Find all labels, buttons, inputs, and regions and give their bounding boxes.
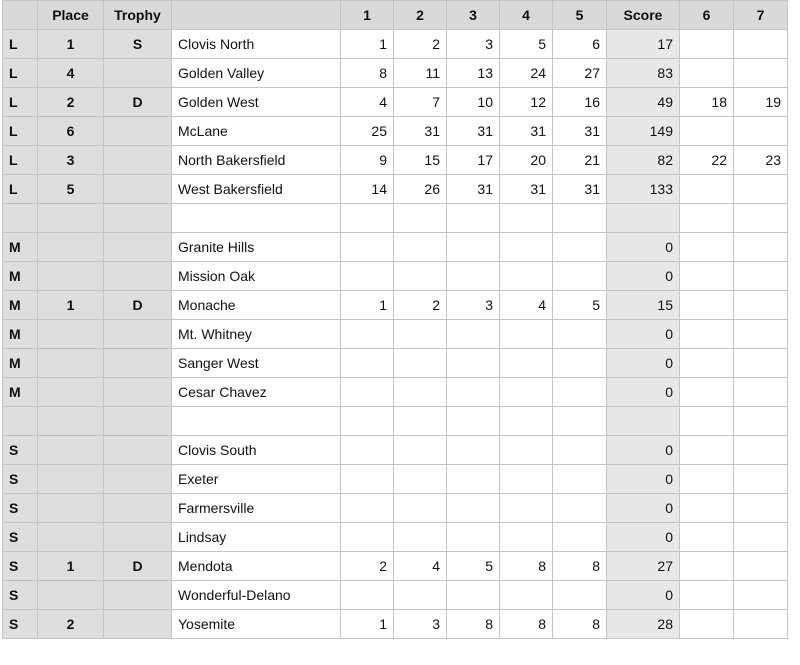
school-cell[interactable]: Mendota <box>172 552 341 581</box>
school-cell[interactable]: Monache <box>172 291 341 320</box>
race-7-cell[interactable] <box>734 117 788 146</box>
table-row <box>3 523 788 552</box>
race-7-cell[interactable] <box>734 175 788 204</box>
race-2-cell[interactable] <box>394 262 447 291</box>
table-row <box>3 610 788 639</box>
division-cell[interactable]: L <box>3 146 38 175</box>
place-cell[interactable] <box>38 407 104 436</box>
header-race-1[interactable]: 1 <box>341 1 394 30</box>
race-3-cell[interactable]: 3 <box>447 30 500 59</box>
trophy-cell[interactable] <box>104 146 172 175</box>
race-3-cell[interactable] <box>447 204 500 233</box>
score-cell[interactable]: 49 <box>607 88 680 117</box>
race-7-cell[interactable] <box>734 204 788 233</box>
score-cell[interactable]: 15 <box>607 291 680 320</box>
school-cell[interactable]: North Bakersfield <box>172 146 341 175</box>
race-3-cell[interactable]: 10 <box>447 88 500 117</box>
race-6-cell[interactable]: 18 <box>680 88 734 117</box>
place-cell[interactable]: 3 <box>38 146 104 175</box>
trophy-cell[interactable] <box>104 262 172 291</box>
score-cell[interactable]: 0 <box>607 233 680 262</box>
race-5-cell[interactable]: 8 <box>553 610 607 639</box>
race-4-cell[interactable]: 5 <box>500 30 553 59</box>
race-3-cell[interactable] <box>447 581 500 610</box>
race-1-cell[interactable]: 1 <box>341 610 394 639</box>
trophy-cell[interactable] <box>104 407 172 436</box>
division-cell[interactable]: M <box>3 378 38 407</box>
race-2-cell[interactable] <box>394 233 447 262</box>
header-place[interactable]: Place <box>38 1 104 30</box>
division-cell[interactable]: S <box>3 610 38 639</box>
race-3-cell[interactable] <box>447 233 500 262</box>
race-7-cell[interactable] <box>734 494 788 523</box>
race-1-cell[interactable]: 1 <box>341 291 394 320</box>
trophy-cell[interactable] <box>104 349 172 378</box>
header-school[interactable] <box>172 1 341 30</box>
score-cell[interactable]: 0 <box>607 262 680 291</box>
race-5-cell[interactable] <box>553 262 607 291</box>
place-cell[interactable] <box>38 233 104 262</box>
trophy-cell[interactable] <box>104 465 172 494</box>
place-cell[interactable] <box>38 320 104 349</box>
race-2-cell[interactable]: 2 <box>394 291 447 320</box>
place-cell[interactable]: 6 <box>38 117 104 146</box>
race-5-cell[interactable] <box>553 436 607 465</box>
school-cell[interactable]: Sanger West <box>172 349 341 378</box>
table-row <box>3 436 788 465</box>
race-4-cell[interactable]: 24 <box>500 59 553 88</box>
race-3-cell[interactable]: 13 <box>447 59 500 88</box>
trophy-cell[interactable] <box>104 204 172 233</box>
division-cell[interactable]: S <box>3 436 38 465</box>
race-6-cell[interactable] <box>680 59 734 88</box>
race-2-cell[interactable]: 3 <box>394 610 447 639</box>
race-5-cell[interactable]: 31 <box>553 175 607 204</box>
school-cell[interactable]: McLane <box>172 117 341 146</box>
table-row <box>3 581 788 610</box>
table-row <box>3 262 788 291</box>
race-5-cell[interactable]: 16 <box>553 88 607 117</box>
score-cell[interactable]: 0 <box>607 523 680 552</box>
place-cell[interactable]: 5 <box>38 175 104 204</box>
trophy-cell[interactable] <box>104 233 172 262</box>
race-3-cell[interactable]: 17 <box>447 146 500 175</box>
race-5-cell[interactable] <box>553 494 607 523</box>
race-2-cell[interactable] <box>394 407 447 436</box>
race-7-cell[interactable] <box>734 581 788 610</box>
race-1-cell[interactable]: 8 <box>341 59 394 88</box>
race-7-cell[interactable] <box>734 436 788 465</box>
score-cell[interactable]: 28 <box>607 610 680 639</box>
race-4-cell[interactable] <box>500 465 553 494</box>
division-cell[interactable]: L <box>3 59 38 88</box>
race-6-cell[interactable] <box>680 494 734 523</box>
trophy-cell[interactable] <box>104 378 172 407</box>
division-cell[interactable] <box>3 407 38 436</box>
race-6-cell[interactable] <box>680 378 734 407</box>
school-cell[interactable]: Farmersville <box>172 494 341 523</box>
race-4-cell[interactable] <box>500 349 553 378</box>
header-score[interactable]: Score <box>607 1 680 30</box>
race-1-cell[interactable] <box>341 204 394 233</box>
score-cell[interactable]: 0 <box>607 465 680 494</box>
race-1-cell[interactable]: 4 <box>341 88 394 117</box>
race-6-cell[interactable] <box>680 610 734 639</box>
header-race-2[interactable]: 2 <box>394 1 447 30</box>
race-7-cell[interactable] <box>734 233 788 262</box>
race-7-cell[interactable] <box>734 349 788 378</box>
race-4-cell[interactable]: 12 <box>500 88 553 117</box>
race-6-cell[interactable] <box>680 175 734 204</box>
header-race-3[interactable]: 3 <box>447 1 500 30</box>
race-5-cell[interactable]: 31 <box>553 117 607 146</box>
race-3-cell[interactable] <box>447 523 500 552</box>
place-cell[interactable] <box>38 494 104 523</box>
race-5-cell[interactable] <box>553 378 607 407</box>
school-cell[interactable] <box>172 407 341 436</box>
race-1-cell[interactable] <box>341 465 394 494</box>
race-5-cell[interactable] <box>553 523 607 552</box>
table-row <box>3 552 788 581</box>
race-5-cell[interactable] <box>553 204 607 233</box>
race-5-cell[interactable] <box>553 407 607 436</box>
race-4-cell[interactable]: 31 <box>500 117 553 146</box>
race-2-cell[interactable] <box>394 204 447 233</box>
header-race-7[interactable]: 7 <box>734 1 788 30</box>
race-1-cell[interactable] <box>341 407 394 436</box>
race-3-cell[interactable] <box>447 378 500 407</box>
race-4-cell[interactable]: 4 <box>500 291 553 320</box>
table-row <box>3 378 788 407</box>
place-cell[interactable]: 1 <box>38 291 104 320</box>
race-6-cell[interactable] <box>680 291 734 320</box>
school-cell[interactable]: West Bakersfield <box>172 175 341 204</box>
place-cell[interactable] <box>38 436 104 465</box>
score-cell[interactable]: 0 <box>607 581 680 610</box>
race-2-cell[interactable] <box>394 581 447 610</box>
header-race-6[interactable]: 6 <box>680 1 734 30</box>
division-cell[interactable]: M <box>3 291 38 320</box>
race-5-cell[interactable] <box>553 320 607 349</box>
division-cell[interactable]: M <box>3 233 38 262</box>
race-4-cell[interactable]: 20 <box>500 146 553 175</box>
race-3-cell[interactable] <box>447 465 500 494</box>
race-7-cell[interactable] <box>734 407 788 436</box>
race-1-cell[interactable] <box>341 262 394 291</box>
table-row <box>3 465 788 494</box>
race-1-cell[interactable] <box>341 349 394 378</box>
school-cell[interactable]: Cesar Chavez <box>172 378 341 407</box>
trophy-cell[interactable] <box>104 117 172 146</box>
school-cell[interactable] <box>172 204 341 233</box>
race-3-cell[interactable] <box>447 320 500 349</box>
race-1-cell[interactable] <box>341 233 394 262</box>
table-row <box>3 146 788 175</box>
race-3-cell[interactable] <box>447 349 500 378</box>
race-7-cell[interactable] <box>734 320 788 349</box>
race-5-cell[interactable] <box>553 349 607 378</box>
place-cell[interactable]: 1 <box>38 552 104 581</box>
trophy-cell[interactable] <box>104 523 172 552</box>
race-6-cell[interactable] <box>680 30 734 59</box>
division-cell[interactable] <box>3 204 38 233</box>
race-4-cell[interactable] <box>500 407 553 436</box>
place-cell[interactable]: 1 <box>38 30 104 59</box>
table-row <box>3 59 788 88</box>
race-2-cell[interactable]: 7 <box>394 88 447 117</box>
school-cell[interactable]: Yosemite <box>172 610 341 639</box>
score-cell[interactable]: 0 <box>607 378 680 407</box>
race-3-cell[interactable]: 3 <box>447 291 500 320</box>
trophy-cell[interactable]: S <box>104 30 172 59</box>
race-5-cell[interactable] <box>553 233 607 262</box>
trophy-cell[interactable]: D <box>104 88 172 117</box>
race-4-cell[interactable] <box>500 204 553 233</box>
place-cell[interactable] <box>38 349 104 378</box>
header-row <box>3 1 788 30</box>
race-4-cell[interactable] <box>500 523 553 552</box>
race-1-cell[interactable] <box>341 378 394 407</box>
division-cell[interactable]: L <box>3 175 38 204</box>
race-2-cell[interactable] <box>394 320 447 349</box>
table-row <box>3 349 788 378</box>
school-cell[interactable]: Clovis South <box>172 436 341 465</box>
division-cell[interactable]: M <box>3 320 38 349</box>
race-3-cell[interactable] <box>447 436 500 465</box>
race-7-cell[interactable] <box>734 523 788 552</box>
race-4-cell[interactable] <box>500 262 553 291</box>
race-3-cell[interactable] <box>447 262 500 291</box>
school-cell[interactable]: Golden West <box>172 88 341 117</box>
race-6-cell[interactable] <box>680 407 734 436</box>
race-6-cell[interactable] <box>680 117 734 146</box>
race-2-cell[interactable] <box>394 349 447 378</box>
division-cell[interactable]: L <box>3 30 38 59</box>
trophy-cell[interactable] <box>104 59 172 88</box>
place-cell[interactable] <box>38 262 104 291</box>
school-cell[interactable]: Mt. Whitney <box>172 320 341 349</box>
table-row <box>3 88 788 117</box>
division-cell[interactable]: L <box>3 117 38 146</box>
place-cell[interactable] <box>38 465 104 494</box>
header-race-4[interactable]: 4 <box>500 1 553 30</box>
race-2-cell[interactable] <box>394 523 447 552</box>
trophy-cell[interactable] <box>104 494 172 523</box>
race-5-cell[interactable]: 6 <box>553 30 607 59</box>
trophy-cell[interactable] <box>104 610 172 639</box>
race-4-cell[interactable]: 8 <box>500 610 553 639</box>
race-7-cell[interactable]: 23 <box>734 146 788 175</box>
race-1-cell[interactable] <box>341 320 394 349</box>
race-4-cell[interactable] <box>500 581 553 610</box>
school-cell[interactable]: Clovis North <box>172 30 341 59</box>
race-6-cell[interactable] <box>680 320 734 349</box>
race-3-cell[interactable]: 31 <box>447 117 500 146</box>
race-6-cell[interactable] <box>680 465 734 494</box>
race-7-cell[interactable] <box>734 30 788 59</box>
race-4-cell[interactable] <box>500 233 553 262</box>
race-6-cell[interactable] <box>680 233 734 262</box>
race-4-cell[interactable]: 31 <box>500 175 553 204</box>
division-cell[interactable]: S <box>3 465 38 494</box>
race-1-cell[interactable] <box>341 494 394 523</box>
race-7-cell[interactable] <box>734 291 788 320</box>
race-6-cell[interactable] <box>680 523 734 552</box>
header-trophy[interactable]: Trophy <box>104 1 172 30</box>
division-cell[interactable]: M <box>3 262 38 291</box>
division-cell[interactable]: S <box>3 552 38 581</box>
place-cell[interactable] <box>38 204 104 233</box>
trophy-cell[interactable] <box>104 320 172 349</box>
race-3-cell[interactable] <box>447 494 500 523</box>
trophy-cell[interactable]: D <box>104 552 172 581</box>
race-2-cell[interactable]: 11 <box>394 59 447 88</box>
race-1-cell[interactable]: 9 <box>341 146 394 175</box>
race-5-cell[interactable] <box>553 465 607 494</box>
race-4-cell[interactable] <box>500 436 553 465</box>
trophy-cell[interactable] <box>104 436 172 465</box>
race-6-cell[interactable] <box>680 262 734 291</box>
race-6-cell[interactable] <box>680 552 734 581</box>
place-cell[interactable]: 2 <box>38 88 104 117</box>
table-row <box>3 117 788 146</box>
race-2-cell[interactable] <box>394 465 447 494</box>
score-cell[interactable]: 0 <box>607 349 680 378</box>
race-2-cell[interactable]: 4 <box>394 552 447 581</box>
race-7-cell[interactable] <box>734 465 788 494</box>
race-5-cell[interactable] <box>553 581 607 610</box>
race-6-cell[interactable] <box>680 436 734 465</box>
division-cell[interactable]: S <box>3 581 38 610</box>
race-2-cell[interactable]: 15 <box>394 146 447 175</box>
race-4-cell[interactable] <box>500 494 553 523</box>
table-row <box>3 291 788 320</box>
race-3-cell[interactable]: 31 <box>447 175 500 204</box>
race-1-cell[interactable]: 2 <box>341 552 394 581</box>
race-7-cell[interactable] <box>734 262 788 291</box>
table-row <box>3 407 788 436</box>
race-5-cell[interactable]: 8 <box>553 552 607 581</box>
score-cell[interactable]: 149 <box>607 117 680 146</box>
trophy-cell[interactable] <box>104 175 172 204</box>
race-2-cell[interactable] <box>394 378 447 407</box>
score-cell[interactable]: 133 <box>607 175 680 204</box>
race-3-cell[interactable] <box>447 407 500 436</box>
school-cell[interactable]: Wonderful-Delano <box>172 581 341 610</box>
score-cell[interactable] <box>607 407 680 436</box>
table-body <box>3 30 788 639</box>
header-division[interactable] <box>3 1 38 30</box>
race-2-cell[interactable]: 2 <box>394 30 447 59</box>
score-cell[interactable]: 27 <box>607 552 680 581</box>
place-cell[interactable] <box>38 523 104 552</box>
race-5-cell[interactable]: 5 <box>553 291 607 320</box>
place-cell[interactable]: 4 <box>38 59 104 88</box>
race-1-cell[interactable]: 14 <box>341 175 394 204</box>
race-7-cell[interactable] <box>734 552 788 581</box>
race-2-cell[interactable]: 31 <box>394 117 447 146</box>
race-1-cell[interactable] <box>341 436 394 465</box>
race-6-cell[interactable] <box>680 204 734 233</box>
table-row <box>3 204 788 233</box>
race-2-cell[interactable] <box>394 436 447 465</box>
header-race-5[interactable]: 5 <box>553 1 607 30</box>
score-cell[interactable]: 0 <box>607 320 680 349</box>
division-cell[interactable]: M <box>3 349 38 378</box>
trophy-cell[interactable] <box>104 581 172 610</box>
school-cell[interactable]: Golden Valley <box>172 59 341 88</box>
race-3-cell[interactable]: 8 <box>447 610 500 639</box>
place-cell[interactable]: 2 <box>38 610 104 639</box>
race-7-cell[interactable] <box>734 610 788 639</box>
place-cell[interactable] <box>38 581 104 610</box>
race-2-cell[interactable]: 26 <box>394 175 447 204</box>
division-cell[interactable]: S <box>3 523 38 552</box>
race-1-cell[interactable]: 25 <box>341 117 394 146</box>
table-row <box>3 233 788 262</box>
race-4-cell[interactable] <box>500 320 553 349</box>
school-cell[interactable]: Lindsay <box>172 523 341 552</box>
table-row <box>3 30 788 59</box>
race-5-cell[interactable]: 21 <box>553 146 607 175</box>
race-6-cell[interactable]: 22 <box>680 146 734 175</box>
table-row <box>3 175 788 204</box>
race-4-cell[interactable]: 8 <box>500 552 553 581</box>
race-7-cell[interactable] <box>734 59 788 88</box>
race-3-cell[interactable]: 5 <box>447 552 500 581</box>
school-cell[interactable]: Mission Oak <box>172 262 341 291</box>
school-cell[interactable]: Granite Hills <box>172 233 341 262</box>
race-2-cell[interactable] <box>394 494 447 523</box>
results-table <box>2 0 788 639</box>
score-cell[interactable]: 0 <box>607 436 680 465</box>
division-cell[interactable]: L <box>3 88 38 117</box>
division-cell[interactable]: S <box>3 494 38 523</box>
race-1-cell[interactable]: 1 <box>341 30 394 59</box>
score-cell[interactable]: 83 <box>607 59 680 88</box>
race-7-cell[interactable]: 19 <box>734 88 788 117</box>
race-1-cell[interactable] <box>341 581 394 610</box>
table-row <box>3 494 788 523</box>
score-cell[interactable]: 0 <box>607 494 680 523</box>
score-cell[interactable]: 17 <box>607 30 680 59</box>
school-cell[interactable]: Exeter <box>172 465 341 494</box>
race-6-cell[interactable] <box>680 581 734 610</box>
race-1-cell[interactable] <box>341 523 394 552</box>
race-7-cell[interactable] <box>734 378 788 407</box>
score-cell[interactable] <box>607 204 680 233</box>
race-4-cell[interactable] <box>500 378 553 407</box>
race-5-cell[interactable]: 27 <box>553 59 607 88</box>
trophy-cell[interactable]: D <box>104 291 172 320</box>
table-row <box>3 320 788 349</box>
race-6-cell[interactable] <box>680 349 734 378</box>
place-cell[interactable] <box>38 378 104 407</box>
score-cell[interactable]: 82 <box>607 146 680 175</box>
